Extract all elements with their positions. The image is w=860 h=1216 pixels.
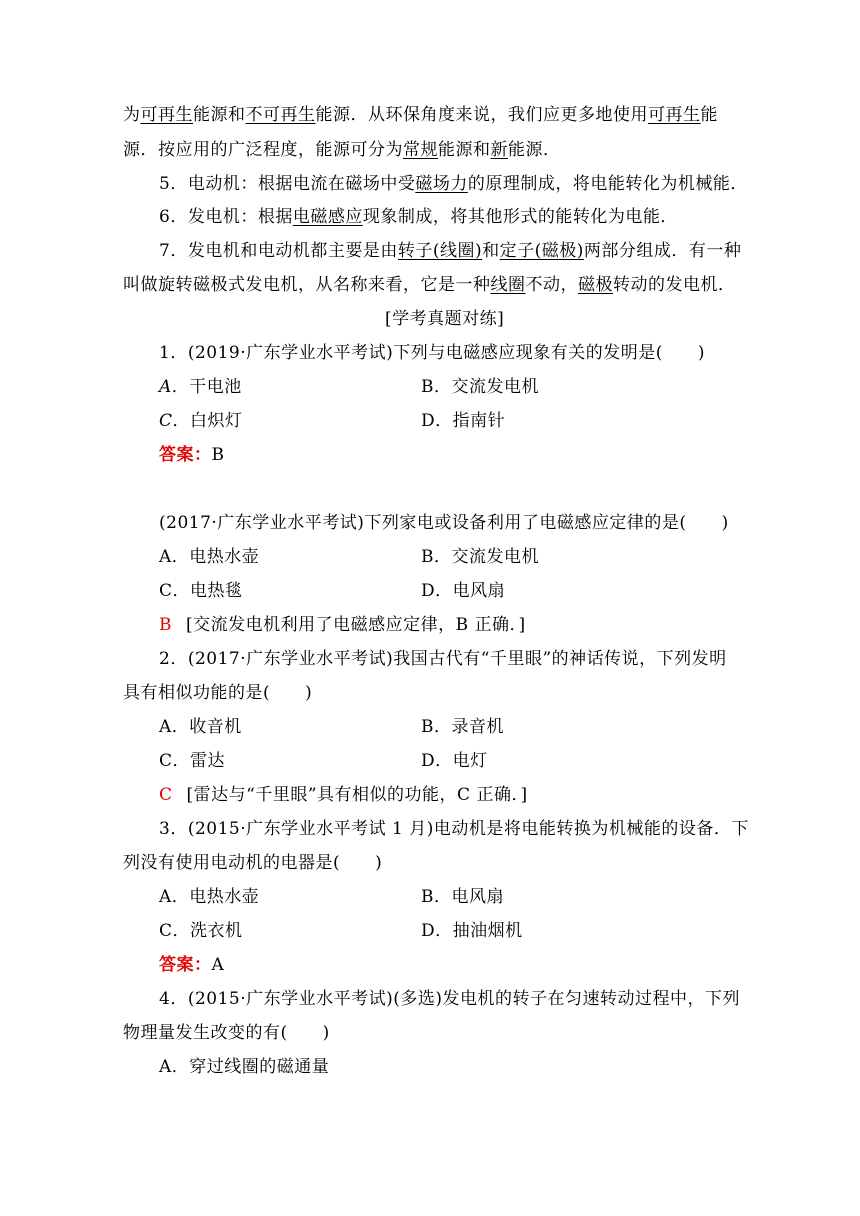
text-segment: 源．按应用的广泛程度，能源可分为 xyxy=(123,140,403,160)
underlined-term: 线圈 xyxy=(490,275,526,295)
text-segment: 叫做旋转磁极式发电机，从名称来看，它是一种 xyxy=(123,275,491,295)
q2-explanation: [雷达与“千里眼”具有相似的功能，C 正确．] xyxy=(186,785,528,805)
q1-answer xyxy=(159,443,225,467)
text-segment: 能源．从环保角度来说，我们应更多地使用 xyxy=(315,105,648,125)
q1b-option-b: B．交流发电机 xyxy=(421,547,539,567)
intro-line-6 xyxy=(123,273,736,297)
q1-option-a-letter: A xyxy=(159,377,172,397)
text-segment: 为 xyxy=(123,105,141,125)
q3-option-d: D．抽油烟机 xyxy=(421,921,523,941)
section-title: [学考真题对练] xyxy=(385,309,505,329)
text-segment: 的原理制成，将电能转化为机械能． xyxy=(467,174,748,194)
text-segment: 不动， xyxy=(525,275,578,295)
q2-option-a: A．收音机 xyxy=(159,717,242,737)
q3-stem-line-1: 3．(2015·广东学业水平考试 1 月)电动机是将电能转换为机械能的设备．下 xyxy=(159,819,749,839)
intro-line-5 xyxy=(159,239,741,263)
q4-stem-line-2: 物理量发生改变的有( ) xyxy=(123,1023,330,1043)
text-segment: 7．发电机和电动机都主要是由 xyxy=(159,241,398,261)
q1-option-a-text: ．干电池 xyxy=(171,377,242,397)
underlined-term: 转子(线圈) xyxy=(397,241,483,261)
text-segment: 能源和 xyxy=(193,105,246,125)
text-segment: 能源和 xyxy=(438,140,491,160)
text-segment: 6．发电机：根据 xyxy=(159,207,293,227)
q2-option-b: B．录音机 xyxy=(421,717,504,737)
q2-option-c: C．雷达 xyxy=(159,751,226,771)
underlined-term: 不可再生 xyxy=(245,105,316,125)
intro-line-3 xyxy=(159,172,748,196)
q1-option-a xyxy=(159,375,242,399)
intro-line-4 xyxy=(159,205,678,229)
intro-line-1 xyxy=(123,103,718,127)
text-segment: 5．电动机：根据电流在磁场中受 xyxy=(159,174,416,194)
underlined-term: 电磁感应 xyxy=(292,207,363,227)
q2-option-d: D．电灯 xyxy=(421,751,488,771)
q1-option-c-text: ．白炽灯 xyxy=(172,411,243,431)
q2-stem-line-1: 2．(2017·广东学业水平考试)我国古代有“千里眼”的神话传说，下列发明 xyxy=(159,649,727,669)
q1b-option-a: A．电热水壶 xyxy=(159,547,260,567)
q2-stem-line-2: 具有相似功能的是( ) xyxy=(123,683,313,703)
text-segment: 能源． xyxy=(508,140,561,160)
q3-stem-line-2: 列没有使用电动机的电器是( ) xyxy=(123,853,383,873)
q1-option-b: B．交流发电机 xyxy=(421,377,539,397)
underlined-term: 磁极 xyxy=(578,275,613,295)
q1-option-d: D．指南针 xyxy=(421,411,506,431)
q3-answer-label: 答案： xyxy=(159,955,212,975)
q1-stem: 1．(2019·广东学业水平考试)下列与电磁感应现象有关的发明是( ) xyxy=(159,343,706,363)
underlined-term: 可再生 xyxy=(648,105,701,125)
underlined-term: 定子(磁极) xyxy=(499,241,584,261)
q3-answer-value: A xyxy=(211,955,225,975)
q4-stem-line-1: 4．(2015·广东学业水平考试)(多选)发电机的转子在匀速转动过程中，下列 xyxy=(159,989,741,1009)
q3-option-b: B．电风扇 xyxy=(421,887,504,907)
q2-answer xyxy=(159,783,528,807)
q1b-explanation: [交流发电机利用了电磁感应定律，B 正确．] xyxy=(186,615,526,635)
q1-option-c-letter: C xyxy=(159,411,173,431)
q3-answer xyxy=(159,953,224,977)
q1b-answer xyxy=(159,613,526,637)
q1b-stem: (2017·广东学业水平考试)下列家电或设备利用了电磁感应定律的是( ) xyxy=(159,513,729,533)
q2-answer-letter: C xyxy=(159,785,173,805)
q4-option-a: A．穿过线圈的磁通量 xyxy=(159,1057,330,1077)
q1b-answer-letter: B xyxy=(159,615,172,635)
q1-option-c xyxy=(159,409,243,433)
text-segment: 现象制成，将其他形式的能转化为电能． xyxy=(362,207,678,227)
text-segment: 和 xyxy=(482,241,500,261)
text-segment: 转动的发电机． xyxy=(613,275,736,295)
q1b-option-d: D．电风扇 xyxy=(421,581,506,601)
text-segment: 两部分组成．有一种 xyxy=(583,241,742,261)
q1-answer-value: B xyxy=(211,445,225,465)
q1-answer-label: 答案： xyxy=(159,445,212,465)
q3-option-a: A．电热水壶 xyxy=(159,887,260,907)
q1b-option-c: C．电热毯 xyxy=(159,581,243,601)
underlined-term: 新 xyxy=(490,140,508,160)
underlined-term: 可再生 xyxy=(140,105,193,125)
underlined-term: 常规 xyxy=(403,140,438,160)
underlined-term: 磁场力 xyxy=(415,174,468,194)
q3-option-c: C．洗衣机 xyxy=(159,921,243,941)
text-segment: 能 xyxy=(700,105,718,125)
intro-line-2 xyxy=(123,138,561,162)
